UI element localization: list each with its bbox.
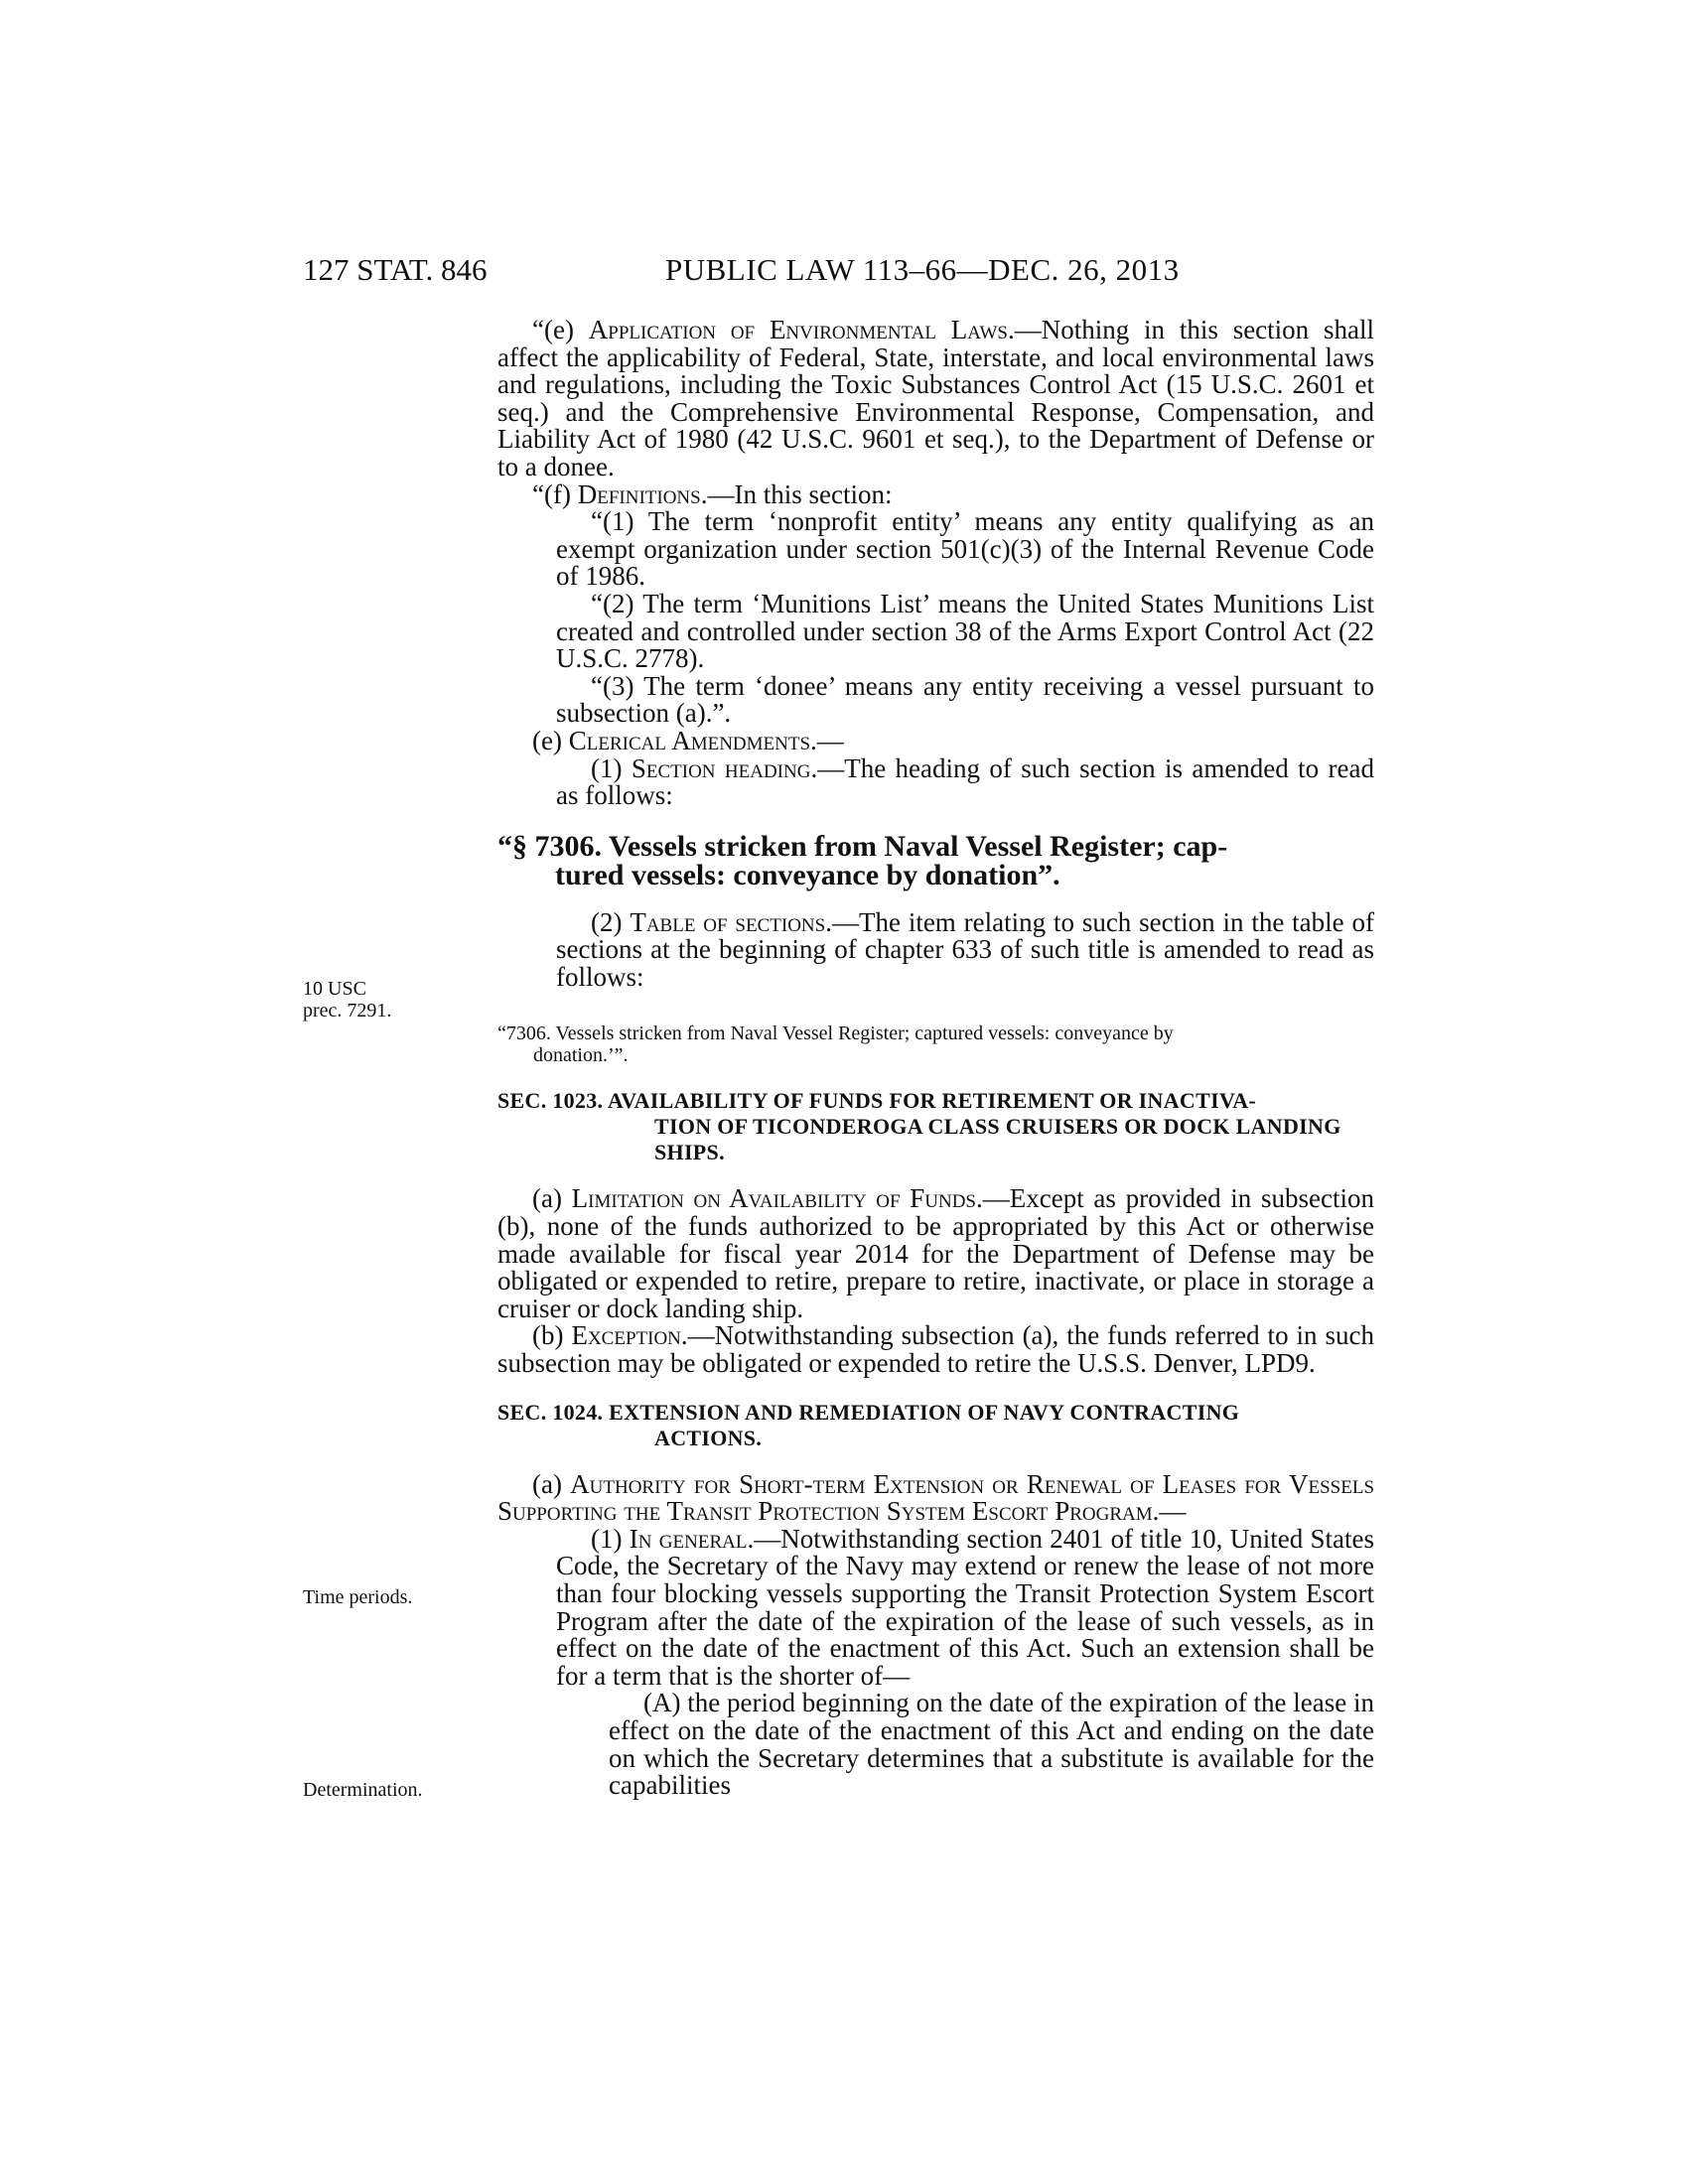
paragraph-1023-b — [497, 1322, 1374, 1377]
para-text: .— — [1152, 1496, 1187, 1527]
para-heading: Limitation on Availability of Funds — [571, 1183, 977, 1214]
para-heading: Application of Environmental Laws — [588, 315, 1008, 344]
table-entry-line2: donation.’”. — [533, 1044, 629, 1067]
page-number-stat: 127 STAT. 846 — [303, 252, 488, 287]
paragraph-1024-a1-A: (A) the period beginning on the date of the expiration of the lease in effect on the date of the enactment of this Act and ending on the date on which the Secretary determines that a substitute is available for the capabilities — [609, 1688, 1374, 1801]
para-label: (2) — [591, 906, 631, 937]
para-text: .—Notwithstanding section 2401 of title 10, United States Code, the Secretary of the Navy may extend or renew the lease of not more than four blocking vessels supporting the Transit Protection System Escort Program after the date of the expiration of the lease of such vessels, as in effect on the date of the enactment of this Act. Such an extension shall be for a term that is the shorter of— — [556, 1523, 1375, 1691]
margin-note-usc — [303, 978, 391, 1022]
margin-note-usc-line1: 10 USC — [303, 978, 366, 1000]
para-heading: Section heading — [631, 752, 811, 783]
paragraph-1023-a — [497, 1185, 1374, 1322]
para-label: “(f) — [532, 478, 578, 509]
running-header: PUBLIC LAW 113–66—DEC. 26, 2013 — [665, 252, 1180, 287]
margin-note-time-periods: Time periods. — [303, 1586, 413, 1608]
section-1023-title-line2: TION OF TICONDEROGA CLASS CRUISERS OR DOCK LANDING SHIPS. — [654, 1114, 1341, 1165]
section-7306-heading-line2: tured vessels: conveyance by donation”. — [555, 858, 1060, 891]
paragraph-e — [497, 317, 1374, 481]
para-text: .—The item relating to such section in the table of sections at the beginning of chapter 633 of such title is amended to read as follows: — [556, 906, 1374, 992]
para-label: (a) — [532, 1183, 572, 1214]
paragraph-f1: “(1) The term ‘nonprofit entity’ means any entity qualifying as an exempt organization under section 501(c)(3) of the Internal Revenue Code of 1986. — [556, 506, 1374, 592]
section-7306-heading — [497, 829, 1374, 891]
paragraph-f3: “(3) The term ‘donee’ means any entity receiving a vessel pursuant to subsection (a).”. — [556, 670, 1374, 729]
paragraph-f2: “(2) The term ‘Munitions List’ means the United States Munitions List created and controlled under section 38 of the Arms Export Control Act (22 U.S.C. 2778). — [556, 588, 1374, 674]
para-heading: Definitions — [577, 478, 701, 509]
para-heading: Authority for Short-term Extension or Renewal of Leases for Vessels Supporting the Transit Protection System Escort Program — [497, 1468, 1375, 1527]
para-label: (b) — [532, 1320, 572, 1351]
para-label: “(e) — [532, 315, 589, 344]
section-1023-title-line1: SEC. 1023. AVAILABILITY OF FUNDS FOR RETIREMENT OR INACTIVA- — [497, 1088, 1257, 1114]
paragraph-clerical-2 — [497, 906, 1374, 992]
para-heading: Exception — [571, 1320, 681, 1351]
paragraph-clerical — [497, 725, 1374, 755]
para-heading: Table of sections — [630, 906, 826, 937]
section-1024-title — [497, 1400, 1374, 1451]
para-heading: In general — [629, 1523, 748, 1554]
para-text: .—Notwithstanding subsection (a), the funds referred to in such subsection may be obligated or expended to retire the U.S.S. Denver, LPD9. — [497, 1320, 1374, 1379]
para-label: (1) — [591, 752, 632, 783]
paragraph-1024-a1 — [497, 1523, 1375, 1691]
table-entry-line1: “7306. Vessels stricken from Naval Vessel Register; captured vessels: conveyance by — [497, 1023, 1174, 1045]
section-1024-title-line2: ACTIONS. — [654, 1425, 763, 1450]
paragraph-1024-a — [497, 1468, 1375, 1527]
para-heading: Clerical Amendments — [568, 725, 811, 755]
para-label: (a) — [532, 1468, 571, 1499]
para-text: .—Nothing in this section shall affect the applicability of Federal, State, interstate, and local environmental laws and regulations, including the Toxic Substances Control Act (15 U.S.C. 2601 et seq.) and the Comprehensive Environmental Response, Compensation, and Liability Act of 1980 (42 U.S.C. 9601 et seq.), to the Department of Defense or to a donee. — [497, 315, 1374, 481]
para-label: (e) — [532, 725, 569, 755]
para-text: .— — [810, 725, 844, 755]
paragraph-clerical-1 — [497, 752, 1374, 811]
table-of-sections-entry — [497, 1023, 1374, 1066]
para-text: .—Except as provided in subsection (b), none of the funds authorized to be appropriated by this Act or otherwise made available for fiscal year 2014 for the Department of Defense may be obligated or expended to retire, prepare to retire, inactivate, or place in storage a cruiser or dock landing ship. — [497, 1183, 1375, 1323]
section-7306-heading-line1: “§ 7306. Vessels stricken from Naval Vessel Register; cap- — [497, 829, 1228, 863]
section-1024-title-line1: SEC. 1024. EXTENSION AND REMEDIATION OF NAVY CONTRACTING — [497, 1399, 1240, 1425]
para-text: .—In this section: — [700, 478, 893, 509]
para-text: .—The heading of such section is amended to read as follows: — [556, 752, 1374, 811]
margin-note-usc-line2: prec. 7291. — [303, 1000, 392, 1022]
paragraph-f — [497, 478, 1374, 509]
para-label: (1) — [591, 1523, 630, 1554]
main-text — [497, 317, 1374, 1800]
section-1023-title — [497, 1088, 1374, 1165]
margin-note-determination: Determination. — [303, 1779, 423, 1801]
